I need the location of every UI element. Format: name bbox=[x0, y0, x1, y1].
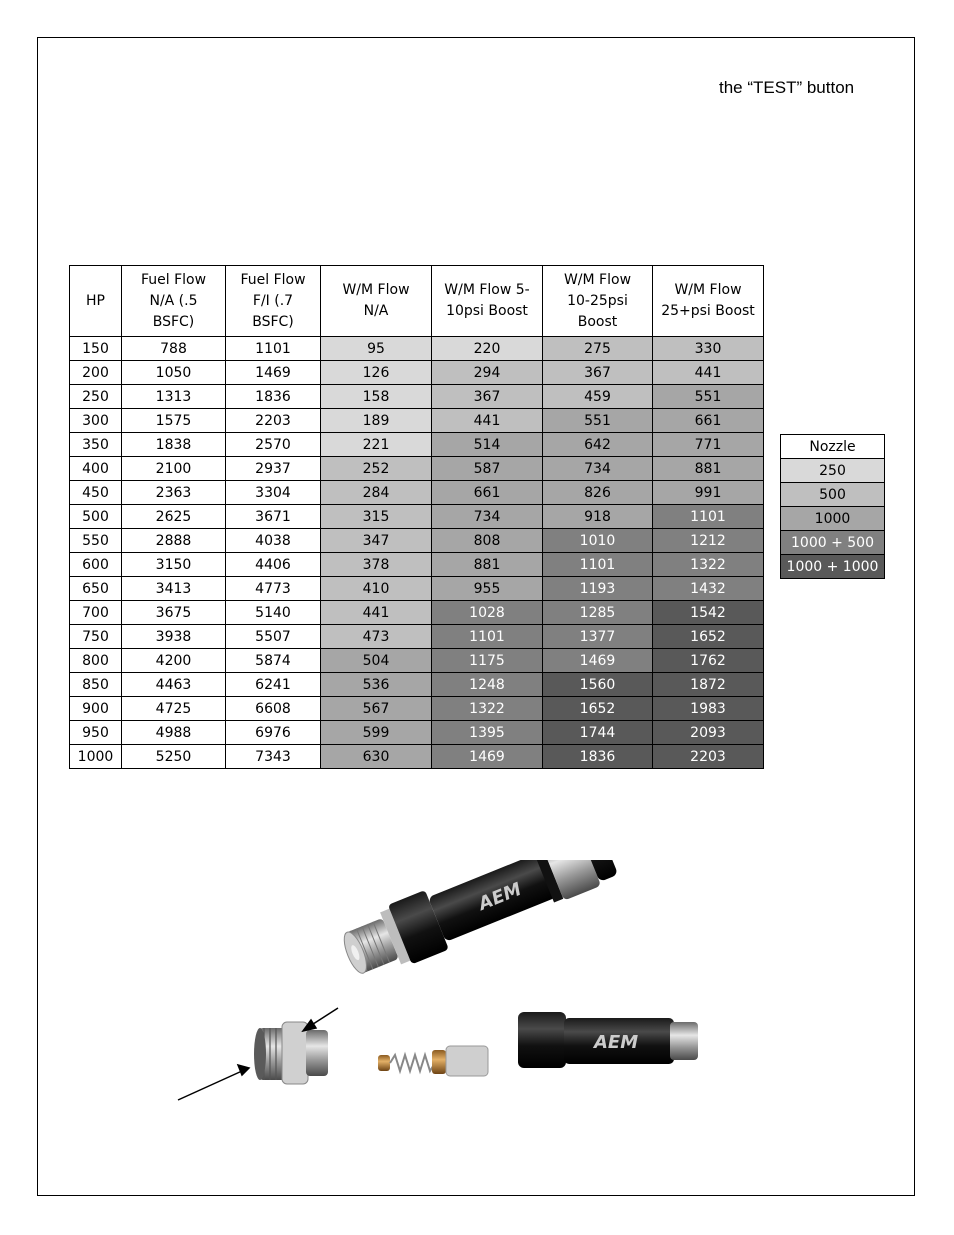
table-cell: 5250 bbox=[122, 745, 226, 769]
table-row bbox=[70, 505, 764, 529]
hp-cell: 400 bbox=[70, 457, 122, 481]
table-cell: 3675 bbox=[122, 601, 226, 625]
column-header: W/M Flow 10-25psi Boost bbox=[543, 266, 653, 337]
hp-cell: 200 bbox=[70, 361, 122, 385]
table-cell: 1101 bbox=[226, 337, 321, 361]
hp-cell: 800 bbox=[70, 649, 122, 673]
table-cell: 5874 bbox=[226, 649, 321, 673]
table-cell: 1469 bbox=[543, 649, 653, 673]
table-cell: 1432 bbox=[653, 577, 764, 601]
table-cell: 2203 bbox=[653, 745, 764, 769]
brand-logo-body: AEM bbox=[594, 1032, 639, 1053]
table-cell: 158 bbox=[321, 385, 432, 409]
table-cell: 1983 bbox=[653, 697, 764, 721]
table-cell: 1469 bbox=[432, 745, 543, 769]
table-cell: 642 bbox=[543, 433, 653, 457]
table-cell: 2203 bbox=[226, 409, 321, 433]
table-cell: 330 bbox=[653, 337, 764, 361]
table-cell: 2625 bbox=[122, 505, 226, 529]
table-cell: 1322 bbox=[653, 553, 764, 577]
table-cell: 1836 bbox=[543, 745, 653, 769]
table-cell: 367 bbox=[432, 385, 543, 409]
table-cell: 918 bbox=[543, 505, 653, 529]
table-row bbox=[70, 409, 764, 433]
table-cell: 551 bbox=[543, 409, 653, 433]
table-row bbox=[70, 385, 764, 409]
table-row bbox=[70, 745, 764, 769]
table-cell: 955 bbox=[432, 577, 543, 601]
table-cell: 630 bbox=[321, 745, 432, 769]
table-cell: 2888 bbox=[122, 529, 226, 553]
table-cell: 1836 bbox=[226, 385, 321, 409]
table-cell: 189 bbox=[321, 409, 432, 433]
table-cell: 4200 bbox=[122, 649, 226, 673]
hp-cell: 350 bbox=[70, 433, 122, 457]
table-cell: 1101 bbox=[432, 625, 543, 649]
table-row bbox=[70, 625, 764, 649]
threaded-fitting bbox=[254, 1022, 328, 1084]
table-cell: 473 bbox=[321, 625, 432, 649]
table-cell: 378 bbox=[321, 553, 432, 577]
table-header-row bbox=[70, 266, 764, 337]
table-cell: 4725 bbox=[122, 697, 226, 721]
table-cell: 599 bbox=[321, 721, 432, 745]
table-cell: 220 bbox=[432, 337, 543, 361]
table-row bbox=[70, 457, 764, 481]
table-cell: 4773 bbox=[226, 577, 321, 601]
table-cell: 881 bbox=[432, 553, 543, 577]
table-cell: 367 bbox=[543, 361, 653, 385]
table-cell: 1838 bbox=[122, 433, 226, 457]
table-cell: 1028 bbox=[432, 601, 543, 625]
spring-and-filter bbox=[378, 1046, 488, 1076]
hp-cell: 550 bbox=[70, 529, 122, 553]
table-cell: 4406 bbox=[226, 553, 321, 577]
table-cell: 4038 bbox=[226, 529, 321, 553]
table-cell: 1050 bbox=[122, 361, 226, 385]
hp-cell: 650 bbox=[70, 577, 122, 601]
table-cell: 252 bbox=[321, 457, 432, 481]
table-cell: 284 bbox=[321, 481, 432, 505]
table-cell: 7343 bbox=[226, 745, 321, 769]
table-row bbox=[70, 529, 764, 553]
column-header: W/M Flow N/A bbox=[321, 266, 432, 337]
table-cell: 3150 bbox=[122, 553, 226, 577]
nozzle-legend-item: 500 bbox=[781, 483, 885, 507]
hp-cell: 700 bbox=[70, 601, 122, 625]
table-cell: 95 bbox=[321, 337, 432, 361]
hp-cell: 850 bbox=[70, 673, 122, 697]
table-cell: 441 bbox=[653, 361, 764, 385]
hp-cell: 450 bbox=[70, 481, 122, 505]
table-cell: 1744 bbox=[543, 721, 653, 745]
table-cell: 3671 bbox=[226, 505, 321, 529]
table-row bbox=[70, 337, 764, 361]
hp-cell: 600 bbox=[70, 553, 122, 577]
table-cell: 661 bbox=[653, 409, 764, 433]
flow-rate-table bbox=[69, 265, 764, 769]
table-row bbox=[70, 649, 764, 673]
table-row bbox=[70, 673, 764, 697]
table-row bbox=[70, 577, 764, 601]
nozzle-assembly-photo bbox=[170, 860, 730, 1110]
table-cell: 1395 bbox=[432, 721, 543, 745]
table-cell: 441 bbox=[321, 601, 432, 625]
table-cell: 1101 bbox=[543, 553, 653, 577]
table-cell: 1322 bbox=[432, 697, 543, 721]
nozzle-legend-title: Nozzle bbox=[781, 435, 885, 459]
table-cell: 5507 bbox=[226, 625, 321, 649]
table-cell: 3304 bbox=[226, 481, 321, 505]
hp-cell: 150 bbox=[70, 337, 122, 361]
table-cell: 1575 bbox=[122, 409, 226, 433]
table-cell: 4463 bbox=[122, 673, 226, 697]
table-cell: 514 bbox=[432, 433, 543, 457]
brand-logo: AEM bbox=[475, 878, 525, 915]
table-cell: 1193 bbox=[543, 577, 653, 601]
table-cell: 2937 bbox=[226, 457, 321, 481]
nozzle-legend bbox=[780, 434, 885, 579]
table-cell: 1872 bbox=[653, 673, 764, 697]
nozzle-legend-item: 1000 + 1000 bbox=[781, 555, 885, 579]
column-header: W/M Flow 5-10psi Boost bbox=[432, 266, 543, 337]
table-cell: 1175 bbox=[432, 649, 543, 673]
table-cell: 6976 bbox=[226, 721, 321, 745]
nozzle-body bbox=[518, 1012, 698, 1068]
table-row bbox=[70, 553, 764, 577]
column-header: HP bbox=[70, 266, 122, 337]
table-cell: 2100 bbox=[122, 457, 226, 481]
hp-cell: 500 bbox=[70, 505, 122, 529]
nozzle-legend-item: 250 bbox=[781, 459, 885, 483]
table-cell: 1101 bbox=[653, 505, 764, 529]
table-cell: 410 bbox=[321, 577, 432, 601]
table-row bbox=[70, 697, 764, 721]
table-cell: 1652 bbox=[653, 625, 764, 649]
hp-cell: 300 bbox=[70, 409, 122, 433]
table-cell: 788 bbox=[122, 337, 226, 361]
table-cell: 826 bbox=[543, 481, 653, 505]
table-cell: 315 bbox=[321, 505, 432, 529]
hp-cell: 250 bbox=[70, 385, 122, 409]
table-cell: 2093 bbox=[653, 721, 764, 745]
table-cell: 1560 bbox=[543, 673, 653, 697]
column-header: W/M Flow 25+psi Boost bbox=[653, 266, 764, 337]
table-cell: 808 bbox=[432, 529, 543, 553]
table-cell: 2570 bbox=[226, 433, 321, 457]
table-cell: 881 bbox=[653, 457, 764, 481]
table-cell: 991 bbox=[653, 481, 764, 505]
table-cell: 3938 bbox=[122, 625, 226, 649]
table-cell: 1285 bbox=[543, 601, 653, 625]
table-cell: 126 bbox=[321, 361, 432, 385]
table-cell: 1377 bbox=[543, 625, 653, 649]
table-cell: 221 bbox=[321, 433, 432, 457]
table-cell: 536 bbox=[321, 673, 432, 697]
table-cell: 734 bbox=[543, 457, 653, 481]
table-row bbox=[70, 601, 764, 625]
hp-cell: 900 bbox=[70, 697, 122, 721]
table-cell: 1542 bbox=[653, 601, 764, 625]
table-cell: 551 bbox=[653, 385, 764, 409]
table-cell: 1248 bbox=[432, 673, 543, 697]
nozzle-legend-item: 1000 bbox=[781, 507, 885, 531]
table-cell: 1652 bbox=[543, 697, 653, 721]
table-cell: 504 bbox=[321, 649, 432, 673]
table-cell: 587 bbox=[432, 457, 543, 481]
table-cell: 6608 bbox=[226, 697, 321, 721]
table-cell: 459 bbox=[543, 385, 653, 409]
table-cell: 6241 bbox=[226, 673, 321, 697]
table-cell: 771 bbox=[653, 433, 764, 457]
assembled-nozzle bbox=[336, 860, 621, 985]
table-cell: 4988 bbox=[122, 721, 226, 745]
table-cell: 1212 bbox=[653, 529, 764, 553]
header-note: the “TEST” button bbox=[719, 78, 855, 97]
table-cell: 1762 bbox=[653, 649, 764, 673]
table-cell: 1313 bbox=[122, 385, 226, 409]
column-header: Fuel Flow F/I (.7 BSFC) bbox=[226, 266, 321, 337]
table-cell: 3413 bbox=[122, 577, 226, 601]
table-cell: 734 bbox=[432, 505, 543, 529]
hp-cell: 950 bbox=[70, 721, 122, 745]
table-cell: 1469 bbox=[226, 361, 321, 385]
table-cell: 275 bbox=[543, 337, 653, 361]
nozzle-legend-item: 1000 + 500 bbox=[781, 531, 885, 555]
hp-cell: 1000 bbox=[70, 745, 122, 769]
table-cell: 2363 bbox=[122, 481, 226, 505]
column-header: Fuel Flow N/A (.5 BSFC) bbox=[122, 266, 226, 337]
table-row bbox=[70, 721, 764, 745]
table-cell: 1010 bbox=[543, 529, 653, 553]
table-row bbox=[70, 433, 764, 457]
table-cell: 294 bbox=[432, 361, 543, 385]
table-cell: 661 bbox=[432, 481, 543, 505]
table-cell: 347 bbox=[321, 529, 432, 553]
table-row bbox=[70, 481, 764, 505]
table-row bbox=[70, 361, 764, 385]
table-cell: 567 bbox=[321, 697, 432, 721]
table-cell: 441 bbox=[432, 409, 543, 433]
table-cell: 5140 bbox=[226, 601, 321, 625]
hp-cell: 750 bbox=[70, 625, 122, 649]
